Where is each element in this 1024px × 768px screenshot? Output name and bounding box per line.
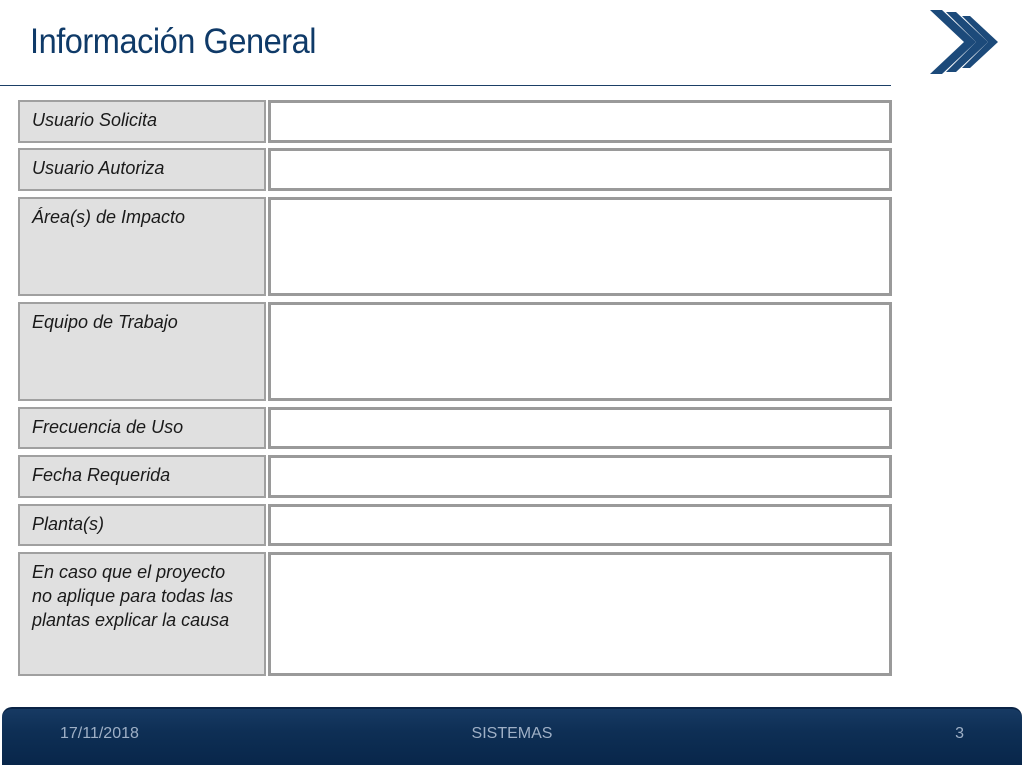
field-label: Frecuencia de Uso [18,407,266,449]
fecha-requerida-field[interactable] [268,455,892,498]
equipo-trabajo-field[interactable] [268,302,892,401]
form-row-plantas [18,504,892,546]
form-row-fecha-requerida [18,455,892,498]
field-label: Usuario Autoriza [18,148,266,191]
usuario-autoriza-field[interactable] [268,148,892,191]
form-row-equipo-trabajo [18,302,892,401]
usuario-solicita-field[interactable] [268,100,892,143]
footer-bar [2,707,1022,765]
plantas-field[interactable] [268,504,892,546]
page-number: 3 [955,725,964,742]
title-divider [0,85,891,86]
field-label: Equipo de Trabajo [18,302,266,401]
form-row-frecuencia-uso [18,407,892,449]
form-row-usuario-solicita [18,100,892,143]
field-label: Planta(s) [18,504,266,546]
areas-impacto-field[interactable] [268,197,892,296]
frecuencia-uso-field[interactable] [268,407,892,449]
causa-field[interactable] [268,552,892,676]
field-label: Usuario Solicita [18,100,266,143]
company-logo-icon [924,6,1000,78]
footer-date: 17/11/2018 [60,725,139,742]
field-label: Fecha Requerida [18,455,266,498]
footer-department: SISTEMAS [471,725,553,742]
form-row-usuario-autoriza [18,148,892,191]
field-label: Área(s) de Impacto [18,197,266,296]
form-row-areas-impacto [18,197,892,296]
field-label: En caso que el proyecto no aplique para todas las plantas explicar la causa [18,552,266,676]
form-row-causa [18,552,892,676]
slide-title: Información General [30,22,317,61]
